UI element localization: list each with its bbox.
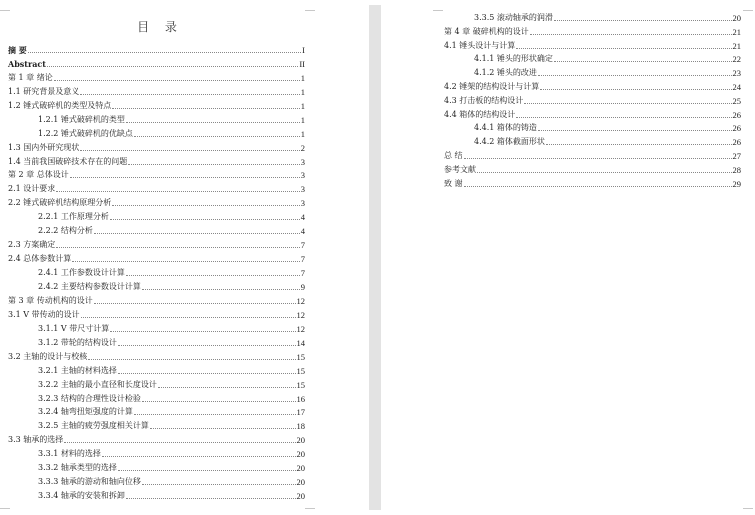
dot-leader xyxy=(112,107,299,109)
toc-entry[interactable] xyxy=(8,155,305,167)
toc-entry-label: 2.2.2 结构分析 xyxy=(38,226,93,236)
toc-entry-page-number: 17 xyxy=(296,407,305,418)
toc-entry[interactable] xyxy=(8,266,305,278)
toc-entry-page-number: 20 xyxy=(296,449,305,460)
toc-entry-label: 2.4.1 工作参数设计计算 xyxy=(38,268,125,278)
toc-entry[interactable] xyxy=(8,419,305,431)
toc-entry-page-number: 26 xyxy=(732,109,741,120)
toc-entry-label: 3.3.5 滚动轴承的润滑 xyxy=(474,13,553,22)
toc-entry-page-number: 3 xyxy=(300,156,305,167)
dot-leader xyxy=(134,135,300,137)
toc-entry-label: 3.2 主轴的设计与校核 xyxy=(8,351,88,361)
dot-leader xyxy=(110,218,300,220)
dot-leader xyxy=(80,93,299,95)
toc-entry-page-number: 12 xyxy=(296,309,305,320)
toc-entry-page-number: 20 xyxy=(732,13,741,23)
dot-leader xyxy=(118,469,296,471)
toc-entry-label: 3.1.1 V 带尺寸计算 xyxy=(38,323,110,333)
toc-entry[interactable] xyxy=(8,196,305,208)
dot-leader xyxy=(94,302,296,304)
toc-entry[interactable] xyxy=(444,66,741,78)
page-corner-mark xyxy=(305,508,315,514)
toc-entry-page-number: 20 xyxy=(296,477,305,488)
toc-entry[interactable] xyxy=(444,11,741,23)
page-corner-mark xyxy=(0,5,10,11)
dot-leader xyxy=(126,497,296,499)
toc-entry[interactable] xyxy=(8,43,305,55)
toc-entry-page-number: 26 xyxy=(732,123,741,134)
toc-entry-page-number: 9 xyxy=(300,281,305,292)
toc-entry-label: 第 4 章 破碎机构的设计 xyxy=(444,26,529,36)
toc-entry-label: 参考文献 xyxy=(444,164,476,174)
toc-entry[interactable] xyxy=(8,433,305,445)
toc-list xyxy=(8,43,305,503)
toc-entry-label: 第 2 章 总体设计 xyxy=(8,170,69,180)
toc-entry-label: 2.2 锤式破碎机结构原理分析 xyxy=(8,198,112,208)
toc-entry[interactable] xyxy=(8,280,305,292)
toc-entry-page-number: 1 xyxy=(300,128,305,139)
toc-entry-page-number: 21 xyxy=(732,26,741,37)
toc-entry-page-number: 20 xyxy=(296,491,305,502)
toc-entry[interactable] xyxy=(8,350,305,362)
dot-leader xyxy=(56,190,299,192)
toc-entry[interactable] xyxy=(8,294,305,306)
page-corner-mark xyxy=(743,5,753,11)
page-corner-mark xyxy=(305,5,315,11)
dot-leader xyxy=(142,483,296,485)
dot-leader xyxy=(112,204,299,206)
toc-entry-label: 3.2.5 主轴的疲劳强度相关计算 xyxy=(38,421,149,431)
toc-entry-label: 4.3 打击板的结构设计 xyxy=(444,95,524,105)
toc-entry-label: 第 1 章 绪论 xyxy=(8,72,53,82)
dot-leader xyxy=(64,441,295,443)
toc-entry-label: 1.2.1 锤式破碎机的类型 xyxy=(38,114,125,124)
toc-entry-label: 2.4.2 主要结构参数设计计算 xyxy=(38,281,141,291)
toc-entry-label: 1.1 研究背景及意义 xyxy=(8,86,80,96)
toc-entry-page-number: 15 xyxy=(296,379,305,390)
toc-entry-page-number: 3 xyxy=(300,198,305,209)
toc-entry-page-number: 27 xyxy=(732,151,741,161)
toc-entry-label: 2.4 总体参数计算 xyxy=(8,254,72,264)
toc-entry-page-number: 20 xyxy=(296,463,305,474)
toc-entry[interactable] xyxy=(8,168,305,180)
toc-entry-page-number: I xyxy=(302,45,305,55)
toc-entry[interactable] xyxy=(444,177,741,189)
toc-entry-page-number: 3 xyxy=(300,170,305,181)
toc-entry-page-number: 4 xyxy=(300,226,305,237)
dot-leader xyxy=(118,344,296,346)
toc-entry[interactable] xyxy=(8,224,305,236)
toc-entry-page-number: II xyxy=(299,58,305,69)
dot-leader xyxy=(72,260,299,262)
dot-leader xyxy=(516,47,731,49)
toc-entry-page-number: 24 xyxy=(732,82,741,92)
toc-entry-page-number: 7 xyxy=(300,240,305,251)
toc-entry[interactable] xyxy=(444,149,741,161)
dot-leader xyxy=(158,386,296,388)
dot-leader xyxy=(128,163,299,165)
toc-entry-label: 2.3 方案确定 xyxy=(8,240,56,250)
toc-entry[interactable] xyxy=(8,57,305,69)
toc-entry-label: 4.2 锤架的结构设计与计算 xyxy=(444,82,540,91)
dot-leader xyxy=(142,400,296,402)
toc-entry-label: 3.3.4 轴承的安装和拆卸 xyxy=(38,491,125,501)
toc-entry-label: 致 谢 xyxy=(444,178,463,188)
toc-entry[interactable] xyxy=(8,461,305,473)
dot-leader xyxy=(126,274,300,276)
toc-title: 目 录 xyxy=(137,20,183,34)
toc-entry[interactable] xyxy=(8,322,305,334)
dot-leader xyxy=(54,79,300,81)
dot-leader xyxy=(134,413,296,415)
dot-leader xyxy=(516,116,731,118)
toc-entry[interactable] xyxy=(8,378,305,390)
dot-leader xyxy=(554,19,732,21)
dot-leader xyxy=(102,455,296,457)
toc-entry[interactable] xyxy=(8,392,305,404)
toc-entry-page-number: 1 xyxy=(300,72,305,83)
toc-entry-page-number: 2 xyxy=(300,142,305,153)
toc-entry-label: 3.1.2 带轮的结构设计 xyxy=(38,337,117,347)
toc-entry-page-number: 15 xyxy=(296,365,305,376)
toc-entry[interactable] xyxy=(444,108,741,120)
dot-leader xyxy=(524,102,731,104)
toc-entry-page-number: 15 xyxy=(296,351,305,362)
toc-entry[interactable] xyxy=(8,85,305,97)
dot-leader xyxy=(70,176,300,178)
toc-entry-label: 4.1 锤头设计与计算 xyxy=(444,40,516,50)
toc-entry-label: 2.2.1 工作原理分析 xyxy=(38,212,109,222)
dot-leader xyxy=(110,330,295,332)
toc-entry-page-number: 28 xyxy=(732,164,741,175)
toc-entry-label: 1.4 当前我国破碎技术存在的问题 xyxy=(8,156,128,166)
toc-entry[interactable] xyxy=(8,489,305,501)
toc-entry-page-number: 21 xyxy=(732,40,741,51)
page-corner-mark xyxy=(0,508,10,514)
toc-entry-page-number: 12 xyxy=(296,295,305,306)
dot-leader xyxy=(28,51,301,53)
toc-entry[interactable] xyxy=(8,447,305,459)
toc-entry[interactable] xyxy=(8,182,305,194)
toc-entry-page-number: 7 xyxy=(300,254,305,265)
toc-entry-label: 4.4 箱体的结构设计 xyxy=(444,109,516,119)
toc-entry-label: 3.3.2 轴承类型的选择 xyxy=(38,463,117,473)
toc-entry-label: 4.1.2 锤头的改进 xyxy=(474,68,537,78)
toc-entry-label: 4.4.2 箱体截面形状 xyxy=(474,137,545,147)
toc-entry-page-number: 3 xyxy=(300,184,305,195)
toc-list xyxy=(444,11,741,201)
dot-leader xyxy=(56,246,299,248)
toc-entry-label: 3.2.1 主轴的材料选择 xyxy=(38,365,117,375)
dot-leader xyxy=(530,33,732,35)
dot-leader xyxy=(47,65,298,67)
toc-entry-page-number: 7 xyxy=(300,268,305,279)
toc-entry-page-number: 20 xyxy=(296,435,305,446)
toc-entry-label: 第 3 章 传动机构的设计 xyxy=(8,295,93,305)
toc-entry[interactable] xyxy=(8,364,305,376)
toc-page-right xyxy=(381,0,755,515)
dot-leader xyxy=(142,288,300,290)
toc-entry-page-number: 4 xyxy=(300,212,305,223)
toc-entry-label: 1.2 锤式破碎机的类型及特点 xyxy=(8,100,112,110)
toc-entry-page-number: 23 xyxy=(732,68,741,79)
toc-entry-label: 摘 要 xyxy=(8,45,27,55)
toc-entry-label: 3.2.4 轴弯扭矩强度的计算 xyxy=(38,407,133,417)
page-gap xyxy=(369,5,381,510)
dot-leader xyxy=(540,88,731,90)
toc-entry[interactable] xyxy=(444,135,741,147)
toc-entry-label: 3.3.3 轴承的游动和轴向位移 xyxy=(38,477,141,487)
toc-entry-label: 4.4.1 箱体的铸造 xyxy=(474,123,537,133)
toc-entry[interactable] xyxy=(8,210,305,222)
toc-entry-page-number: 12 xyxy=(296,323,305,334)
dot-leader xyxy=(546,143,732,145)
toc-entry-label: 1.3 国内外研究现状 xyxy=(8,142,80,152)
toc-entry-page-number: 16 xyxy=(296,393,305,404)
toc-entry[interactable] xyxy=(444,52,741,64)
toc-entry[interactable] xyxy=(444,80,741,92)
toc-entry[interactable] xyxy=(444,163,741,175)
toc-entry-label: 3.3.1 材料的选择 xyxy=(38,449,101,459)
toc-page-left xyxy=(0,0,369,515)
toc-entry-page-number: 1 xyxy=(300,86,305,97)
toc-entry[interactable] xyxy=(8,238,305,250)
toc-entry-page-number: 25 xyxy=(732,95,741,106)
dot-leader xyxy=(118,372,296,374)
dot-leader xyxy=(464,185,732,187)
dot-leader xyxy=(554,60,732,62)
dot-leader xyxy=(126,121,300,123)
dot-leader xyxy=(81,316,296,318)
toc-entry-label: 3.3 轴承的选择 xyxy=(8,435,64,445)
toc-entry[interactable] xyxy=(8,127,305,139)
dot-leader xyxy=(477,171,732,173)
toc-entry-page-number: 1 xyxy=(300,114,305,125)
toc-entry-label: 1.2.2 锤式破碎机的优缺点 xyxy=(38,128,133,138)
toc-entry[interactable] xyxy=(8,71,305,83)
toc-entry-label: Abstract xyxy=(8,58,46,69)
toc-entry[interactable] xyxy=(444,94,741,106)
toc-entry[interactable] xyxy=(8,113,305,125)
dot-leader xyxy=(94,232,300,234)
toc-entry[interactable] xyxy=(444,121,741,133)
toc-entry[interactable] xyxy=(8,475,305,487)
toc-entry-page-number: 29 xyxy=(732,178,741,189)
toc-entry[interactable] xyxy=(8,99,305,111)
toc-entry-page-number: 26 xyxy=(732,137,741,148)
toc-entry-page-number: 14 xyxy=(296,337,305,348)
toc-entry[interactable] xyxy=(8,141,305,153)
dot-leader xyxy=(538,74,732,76)
toc-entry-label: 4.1.1 锤头的形状确定 xyxy=(474,54,553,64)
toc-entry-page-number: 1 xyxy=(300,100,305,111)
toc-entry-page-number: 18 xyxy=(296,421,305,432)
dot-leader xyxy=(150,427,296,429)
toc-entry[interactable] xyxy=(444,39,741,51)
toc-entry[interactable] xyxy=(8,405,305,417)
dot-leader xyxy=(538,129,732,131)
toc-entry[interactable] xyxy=(8,308,305,320)
page-corner-mark xyxy=(743,508,753,514)
toc-entry[interactable] xyxy=(8,252,305,264)
toc-entry-label: 3.1 V 带传动的设计 xyxy=(8,309,80,319)
toc-entry-label: 3.2.2 主轴的最小直径和长度设计 xyxy=(38,379,157,389)
page-corner-mark xyxy=(433,5,443,11)
toc-entry[interactable] xyxy=(444,25,741,37)
toc-entry-label: 3.2.3 结构的合理性设计检验 xyxy=(38,393,141,403)
dot-leader xyxy=(88,358,295,360)
dot-leader xyxy=(464,157,732,159)
toc-entry-label: 总 结 xyxy=(444,151,463,160)
toc-entry-page-number: 22 xyxy=(732,54,741,65)
dot-leader xyxy=(80,149,299,151)
toc-entry-label: 2.1 设计要求 xyxy=(8,184,56,194)
toc-entry[interactable] xyxy=(8,336,305,348)
